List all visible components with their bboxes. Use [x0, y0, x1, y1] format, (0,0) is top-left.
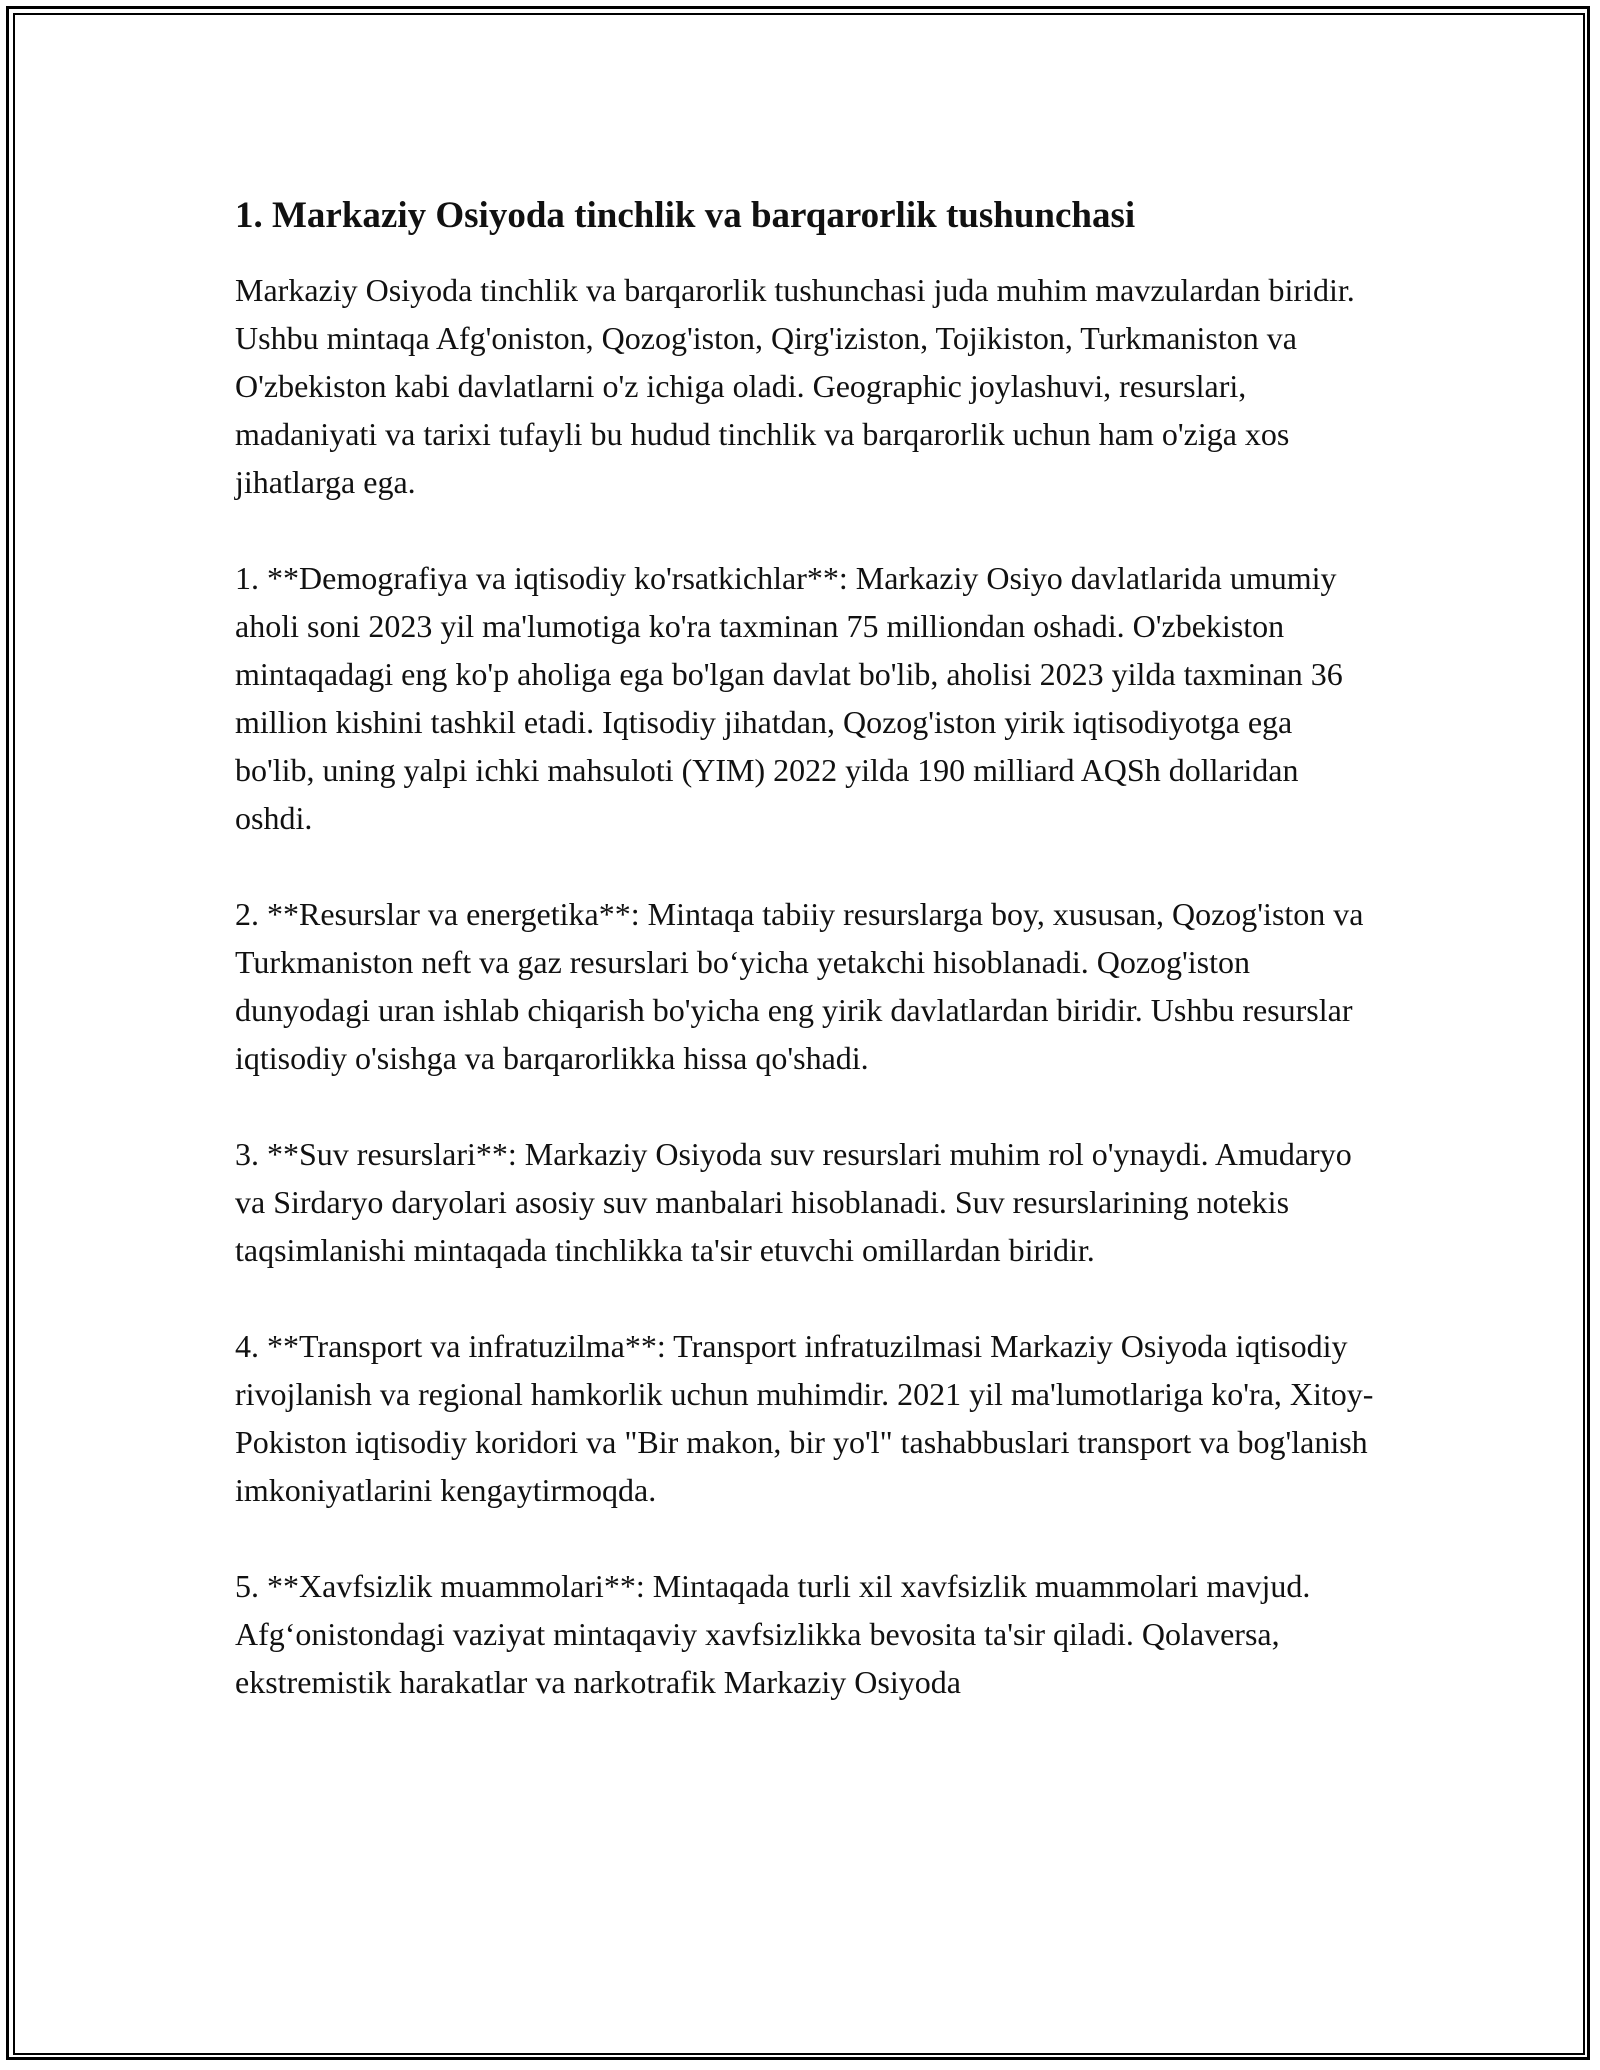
intro-paragraph: Markaziy Osiyoda tinchlik va barqarorlik tushunchasi juda muhim mavzulardan biridir. Ushbu mintaqa Afg'oniston, Qozog'iston, Qirg'iziston, Tojikiston, Turkmaniston va O'zbekiston kabi davlatlarni o'z ichiga oladi. Geographic joylashuvi, resurslari, madaniyati va tarixi tufayli bu hudud tinchlik va barqarorlik uchun ham o'ziga xos jihatlarga ega.	[235, 272, 1355, 500]
paragraph-demography: 1. **Demografiya va iqtisodiy ko'rsatkichlar**: Markaziy Osiyo davlatlarida umumiy aholi soni 2023 yil ma'lumotiga ko'ra taxminan 75 milliondan oshadi. O'zbekiston mintaqadagi eng ko'p aholiga ega bo'lgan davlat bo'lib, aholisi 2023 yilda taxminan 36 million kishini tashkil etadi. Iqtisodiy jihatdan, Qozog'iston yirik iqtisodiyotga ega bo'lib, uning yalpi ichki mahsuloti (YIM) 2022 yilda 190 milliard AQSh dollaridan oshdi.	[235, 560, 1343, 836]
paragraph-resources: 2. **Resurslar va energetika**: Mintaqa tabiiy resurslarga boy, xususan, Qozog'iston va Turkmaniston neft va gaz resurslari bo‘yicha yetakchi hisoblanadi. Qozog'iston dunyodagi uran ishlab chiqarish bo'yicha eng yirik davlatlardan biridir. Ushbu resurslar iqtisodiy o'sishga va barqarorlikka hissa qo'shadi.	[235, 896, 1364, 1076]
document-body	[235, 192, 1375, 1754]
paragraph-security: 5. **Xavfsizlik muammolari**: Mintaqada turli xil xavfsizlik muammolari mavjud. Afg‘onistondagi vaziyat mintaqaviy xavfsizlikka bevosita ta'sir qiladi. Qolaversa, ekstremistik harakatlar va narkotrafik Markaziy Osiyoda	[235, 1568, 1311, 1700]
document-title: 1. Markaziy Osiyoda tinchlik va barqarorlik tushunchasi	[235, 195, 1136, 236]
paragraph-transport: 4. **Transport va infratuzilma**: Transport infratuzilmasi Markaziy Osiyoda iqtisodiy rivojlanish va regional hamkorlik uchun muhimdir. 2021 yil ma'lumotlariga ko'ra, Xitoy-Pokiston iqtisodiy koridori va "Bir makon, bir yo'l" tashabbuslari transport va bog'lanish imkoniyatlarini kengaytirmoqda.	[235, 1328, 1374, 1508]
paragraph-water: 3. **Suv resurslari**: Markaziy Osiyoda suv resurslari muhim rol o'ynaydi. Amudaryo va Sirdaryo daryolari asosiy suv manbalari hisoblanadi. Suv resurslarining notekis taqsimlanishi mintaqada tinchlikka ta'sir etuvchi omillardan biridir.	[235, 1136, 1352, 1268]
